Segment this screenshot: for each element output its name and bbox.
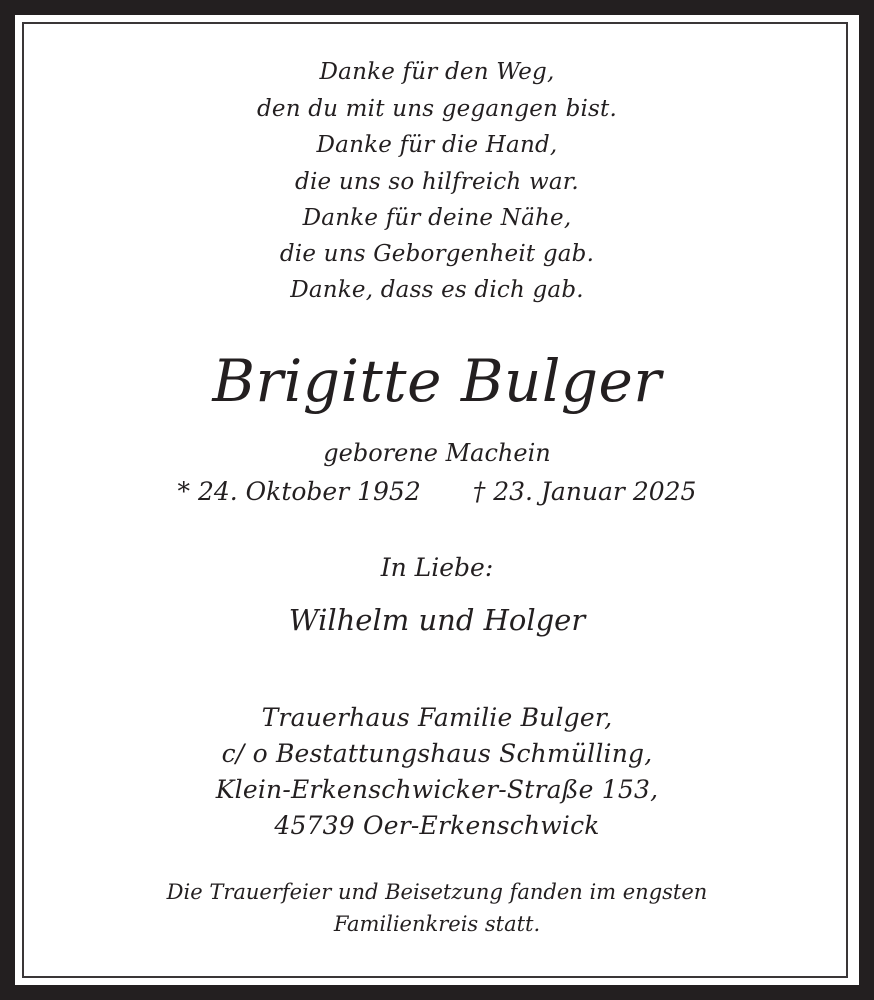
poem-line: die uns Geborgenheit gab. [279,241,595,267]
address-line: Klein-Erkenschwicker-Straße 153, [215,775,659,804]
poem-line: die uns so hilfreich war. [295,169,579,195]
birth-date: * 24. Oktober 1952 [177,477,421,506]
funeral-note: Die Trauerfeier und Beisetzung fanden im engsten [166,880,708,904]
life-dates [0,479,874,504]
address-line: Trauerhaus Familie Bulger, [261,703,613,732]
poem-line: Danke für die Hand, [316,132,558,158]
poem-line: Danke, dass es dich gab. [290,277,584,303]
address-line: c/ o Bestattungshaus Schmülling, [221,739,653,768]
maiden-name: geborene Machein [323,439,551,467]
poem-line: Danke für den Weg, [319,59,555,85]
deceased-name: Brigitte Bulger [212,347,662,415]
death-date: † 23. Januar 2025 [472,477,697,506]
funeral-note: Familienkreis statt. [333,912,541,936]
address-line: 45739 Oer-Erkenschwick [274,811,600,840]
mourners-names: Wilhelm und Holger [288,603,586,637]
mourners-intro: In Liebe: [380,553,494,582]
poem-line: Danke für deine Nähe, [302,205,572,231]
poem-line: den du mit uns gegangen bist. [256,96,618,122]
